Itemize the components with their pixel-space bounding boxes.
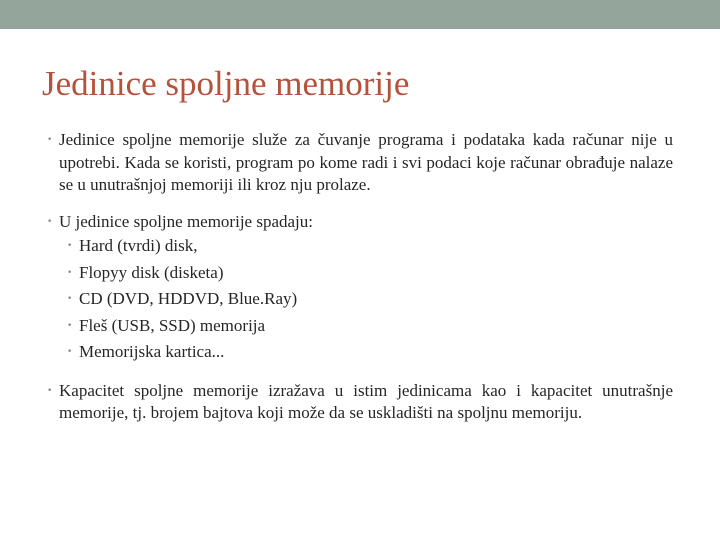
bullet-icon: • <box>67 320 73 331</box>
paragraph-text: Jedinice spoljne memorije služe za čuvanje programa i podataka kada računar nije u upotrebi. Kada se koristi, program po kome radi i svi podaci koje računar obrađuje nalaze se u unutrašnjoj memoriji ili kroz nju prolaze. <box>59 130 673 194</box>
bullet-icon: • <box>47 385 53 396</box>
list-item-label: Memorijska kartica... <box>79 342 225 361</box>
list-item <box>59 286 673 313</box>
bullet-paragraph-capacity <box>47 380 673 425</box>
list-item-label: Hard (tvrdi) disk, <box>79 236 198 255</box>
list-item-label: CD (DVD, HDDVD, Blue.Ray) <box>79 289 298 308</box>
list-item <box>59 260 673 287</box>
bullet-icon: • <box>47 135 53 145</box>
bullet-icon: • <box>67 267 73 278</box>
bullet-icon: • <box>67 347 73 357</box>
slide-content <box>47 129 673 425</box>
list-item <box>59 233 673 260</box>
paragraph-text: U jedinice spoljne memorije spadaju: <box>59 211 313 231</box>
storage-device-list <box>47 233 673 366</box>
list-item-label: Fleš (USB, SSD) memorija <box>79 315 266 335</box>
list-item <box>59 339 673 366</box>
bullet-paragraph-device-types <box>47 211 673 234</box>
bullet-icon: • <box>67 241 73 251</box>
bullet-icon: • <box>67 294 73 304</box>
bullet-icon: • <box>47 216 53 227</box>
slide-title: Jedinice spoljne memorije <box>42 64 410 103</box>
top-accent-band <box>0 0 720 29</box>
paragraph-text: Kapacitet spoljne memorije izražava u istim jedinicama kao i kapacitet unutrašnje memorije, tj. brojem bajtova koji može da se uskladišti na spoljnu memoriju. <box>59 380 673 422</box>
list-item <box>59 313 673 340</box>
list-item-label: Flopyy disk (disketa) <box>79 262 224 282</box>
bullet-paragraph-storage-purpose <box>47 129 673 197</box>
